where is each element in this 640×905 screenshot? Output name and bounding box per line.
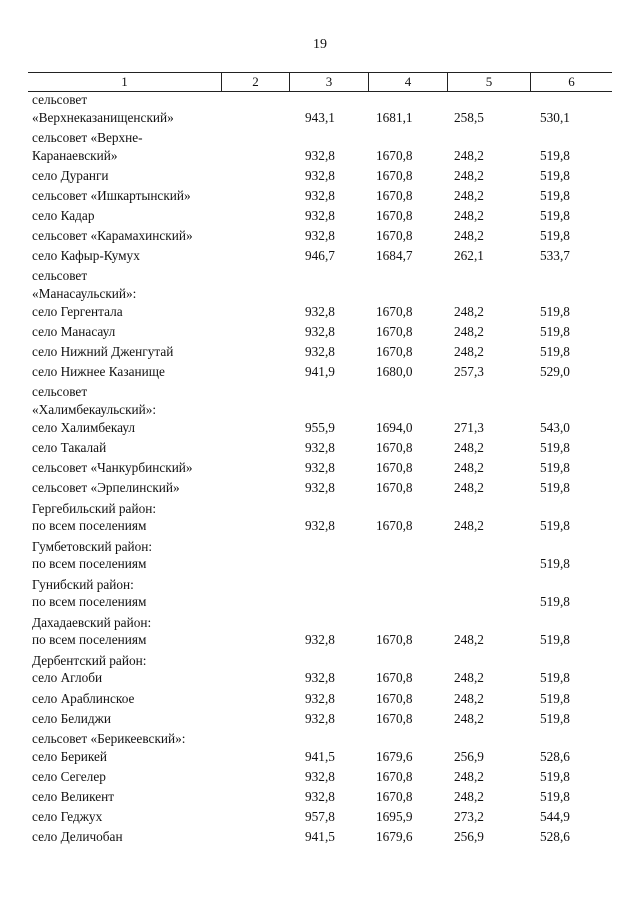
settlement-name: сельсовет «Ишкартынский» (32, 188, 191, 203)
table-row-line (0, 479, 640, 497)
value-c6: 519,8 (540, 594, 570, 610)
settlement-name: Дербентский район: (32, 652, 147, 668)
settlement-name: «Верхнеказанищенский» (32, 109, 174, 125)
value-c5: 248,2 (454, 480, 484, 496)
table-row-line (0, 267, 640, 285)
table-row-line (0, 187, 640, 205)
value-c5: 248,2 (454, 518, 484, 534)
value-c6: 519,8 (540, 228, 570, 244)
value-c5: 271,3 (454, 420, 484, 436)
value-c3: 932,8 (305, 768, 335, 784)
value-c6: 530,1 (540, 109, 570, 125)
table-row-line (0, 669, 640, 687)
value-c4: 1695,9 (376, 808, 413, 824)
settlement-name: село Белиджи (32, 710, 111, 726)
value-c5: 248,2 (454, 710, 484, 726)
settlement-name: по всем поселениям (32, 594, 147, 610)
value-c6: 519,8 (540, 188, 570, 203)
value-c4: 1679,6 (376, 828, 413, 844)
value-c5: 248,2 (454, 188, 484, 203)
value-c5: 248,2 (454, 208, 484, 224)
value-c6: 519,8 (540, 556, 570, 572)
value-c6: 519,8 (540, 168, 570, 183)
settlement-name: село Деличобан (32, 828, 123, 844)
value-c6: 519,8 (540, 148, 570, 163)
settlement-name: село Дуранги (32, 168, 109, 183)
value-c4: 1670,8 (376, 710, 413, 726)
value-c5: 248,2 (454, 304, 484, 320)
table-row-line (0, 363, 640, 381)
value-c3: 955,9 (305, 420, 335, 436)
value-c4: 1670,8 (376, 788, 413, 804)
settlement-name: по всем поселениям (32, 518, 147, 534)
value-c3: 932,8 (305, 148, 335, 163)
table-row-line (0, 690, 640, 708)
value-c3: 946,7 (305, 248, 335, 264)
value-c4: 1670,8 (376, 228, 413, 244)
settlement-name: село Гергентала (32, 304, 123, 320)
value-c3: 932,8 (305, 188, 335, 203)
table-row-line (0, 383, 640, 401)
settlement-name: по всем поселениям (32, 556, 147, 572)
value-c5: 256,9 (454, 828, 484, 844)
value-c4: 1670,8 (376, 304, 413, 320)
value-c4: 1670,8 (376, 148, 413, 163)
value-c5: 273,2 (454, 808, 484, 824)
table-row-line (0, 710, 640, 728)
value-c4: 1681,1 (376, 109, 413, 125)
settlement-name: село Берикей (32, 748, 108, 764)
value-c3: 932,8 (305, 324, 335, 340)
value-c6: 519,8 (540, 768, 570, 784)
value-c6: 519,8 (540, 304, 570, 320)
value-c5: 248,2 (454, 168, 484, 183)
settlement-name: «Манасаульский»: (32, 286, 137, 302)
value-c3: 941,5 (305, 748, 335, 764)
value-c4: 1670,8 (376, 632, 413, 648)
table-row-line (0, 247, 640, 265)
value-c3: 932,8 (305, 788, 335, 804)
header-col-3: 3 (289, 73, 368, 91)
settlement-name: село Нижнее Казанище (32, 364, 165, 380)
settlement-name: Гунибский район: (32, 576, 134, 592)
table-row-line (0, 652, 640, 670)
value-c4: 1670,8 (376, 344, 413, 360)
settlement-name: Каранаевский» (32, 148, 118, 163)
value-c6: 529,0 (540, 364, 570, 380)
value-c3: 932,8 (305, 228, 335, 244)
settlement-name: село Араблинское (32, 690, 135, 706)
value-c5: 248,2 (454, 228, 484, 244)
table-row-line (0, 828, 640, 846)
value-c3: 932,8 (305, 518, 335, 534)
value-c4: 1670,8 (376, 440, 413, 456)
value-c6: 544,9 (540, 808, 570, 824)
table-body (0, 91, 640, 881)
value-c3: 932,8 (305, 304, 335, 320)
settlement-name: село Геджух (32, 808, 103, 824)
settlement-name: село Кафыр-Кумух (32, 248, 140, 264)
table-row-line (0, 748, 640, 766)
page-number: 19 (313, 37, 327, 52)
value-c6: 519,8 (540, 324, 570, 340)
settlement-name: село Манасаул (32, 324, 116, 340)
value-c3: 932,8 (305, 440, 335, 456)
table-row-line (0, 576, 640, 594)
table-row-line (0, 109, 640, 127)
table-row-line (0, 500, 640, 518)
value-c6: 519,8 (540, 670, 570, 686)
value-c5: 248,2 (454, 148, 484, 163)
value-c4: 1694,0 (376, 420, 413, 436)
value-c5: 248,2 (454, 768, 484, 784)
settlement-name: по всем поселениям (32, 632, 147, 648)
value-c5: 256,9 (454, 748, 484, 764)
table-header-row (28, 73, 612, 92)
settlement-name: село Аглоби (32, 670, 103, 686)
settlement-name: село Сегелер (32, 768, 106, 784)
value-c3: 932,8 (305, 480, 335, 496)
header-col-5: 5 (447, 73, 530, 91)
value-c6: 543,0 (540, 420, 570, 436)
value-c3: 932,8 (305, 344, 335, 360)
value-c6: 528,6 (540, 828, 570, 844)
value-c6: 519,8 (540, 344, 570, 360)
table-row-line (0, 419, 640, 437)
value-c5: 248,2 (454, 440, 484, 456)
table-row-line (0, 614, 640, 632)
table-row-line (0, 538, 640, 556)
settlement-name: село Великент (32, 788, 115, 804)
table-row-line (0, 730, 640, 748)
value-c6: 528,6 (540, 748, 570, 764)
settlement-name: Гергебильский район: (32, 500, 157, 516)
value-c4: 1670,8 (376, 518, 413, 534)
table-row-line (0, 439, 640, 457)
table-row-line (0, 555, 640, 573)
value-c5: 262,1 (454, 248, 484, 264)
table-row-line (0, 593, 640, 611)
table-row-line (0, 303, 640, 321)
value-c6: 519,8 (540, 710, 570, 726)
table-row-line (0, 808, 640, 826)
settlement-name: сельсовет (32, 384, 88, 400)
value-c5: 248,2 (454, 670, 484, 686)
settlement-name: село Халимбекаул (32, 420, 136, 436)
value-c4: 1670,8 (376, 690, 413, 706)
value-c3: 932,8 (305, 690, 335, 706)
value-c4: 1670,8 (376, 460, 413, 476)
table-row-line (0, 285, 640, 303)
value-c3: 932,8 (305, 710, 335, 726)
value-c3: 943,1 (305, 109, 335, 125)
value-c3: 932,8 (305, 168, 335, 183)
settlement-name: сельсовет «Чанкурбинский» (32, 460, 193, 476)
value-c3: 941,9 (305, 364, 335, 380)
settlement-name: сельсовет «Берикеевский»: (32, 730, 186, 746)
table-row-line (0, 129, 640, 147)
value-c6: 519,8 (540, 518, 570, 534)
settlement-name: сельсовет «Верхне- (32, 130, 143, 145)
value-c5: 248,2 (454, 344, 484, 360)
value-c6: 519,8 (540, 788, 570, 804)
settlement-name: село Кадар (32, 208, 95, 224)
value-c6: 519,8 (540, 440, 570, 456)
value-c5: 248,2 (454, 632, 484, 648)
table-row-line (0, 147, 640, 165)
table-row-line (0, 459, 640, 477)
value-c6: 519,8 (540, 208, 570, 224)
table-row-line (0, 343, 640, 361)
settlement-name: село Нижний Дженгутай (32, 344, 174, 360)
value-c5: 248,2 (454, 690, 484, 706)
value-c4: 1680,0 (376, 364, 413, 380)
value-c4: 1670,8 (376, 168, 413, 183)
value-c3: 941,5 (305, 828, 335, 844)
table-row-line (0, 227, 640, 245)
value-c4: 1670,8 (376, 768, 413, 784)
value-c3: 932,8 (305, 670, 335, 686)
value-c5: 248,2 (454, 788, 484, 804)
table-row-line (0, 323, 640, 341)
settlement-name: сельсовет (32, 268, 88, 284)
value-c5: 258,5 (454, 109, 484, 125)
table-row-line (0, 788, 640, 806)
header-col-2: 2 (221, 73, 289, 91)
value-c3: 932,8 (305, 632, 335, 648)
value-c6: 519,8 (540, 632, 570, 648)
value-c6: 533,7 (540, 248, 570, 264)
table-row-line (0, 91, 640, 109)
value-c4: 1670,8 (376, 480, 413, 496)
value-c4: 1684,7 (376, 248, 413, 264)
value-c6: 519,8 (540, 480, 570, 496)
value-c4: 1670,8 (376, 188, 413, 203)
settlement-name: село Такалай (32, 440, 107, 456)
settlement-name: сельсовет «Карамахинский» (32, 228, 193, 244)
header-col-1: 1 (121, 74, 128, 89)
value-c6: 519,8 (540, 690, 570, 706)
settlement-name: сельсовет (32, 92, 88, 107)
table-row-line (0, 207, 640, 225)
value-c3: 957,8 (305, 808, 335, 824)
value-c6: 519,8 (540, 460, 570, 476)
value-c5: 248,2 (454, 460, 484, 476)
value-c4: 1670,8 (376, 208, 413, 224)
value-c3: 932,8 (305, 460, 335, 476)
value-c4: 1670,8 (376, 670, 413, 686)
table-row-line (0, 517, 640, 535)
table-row-line (0, 631, 640, 649)
settlement-name: сельсовет «Эрпелинский» (32, 480, 180, 496)
value-c4: 1670,8 (376, 324, 413, 340)
settlement-name: Дахадаевский район: (32, 614, 152, 630)
value-c4: 1679,6 (376, 748, 413, 764)
table-row-line (0, 167, 640, 185)
table-row-line (0, 401, 640, 419)
table-row-line (0, 768, 640, 786)
settlement-name: Гумбетовский район: (32, 538, 153, 554)
header-col-6: 6 (530, 73, 612, 91)
value-c5: 257,3 (454, 364, 484, 380)
value-c5: 248,2 (454, 324, 484, 340)
settlement-name: «Халимбекаульский»: (32, 402, 157, 418)
value-c3: 932,8 (305, 208, 335, 224)
header-col-4: 4 (368, 73, 447, 91)
